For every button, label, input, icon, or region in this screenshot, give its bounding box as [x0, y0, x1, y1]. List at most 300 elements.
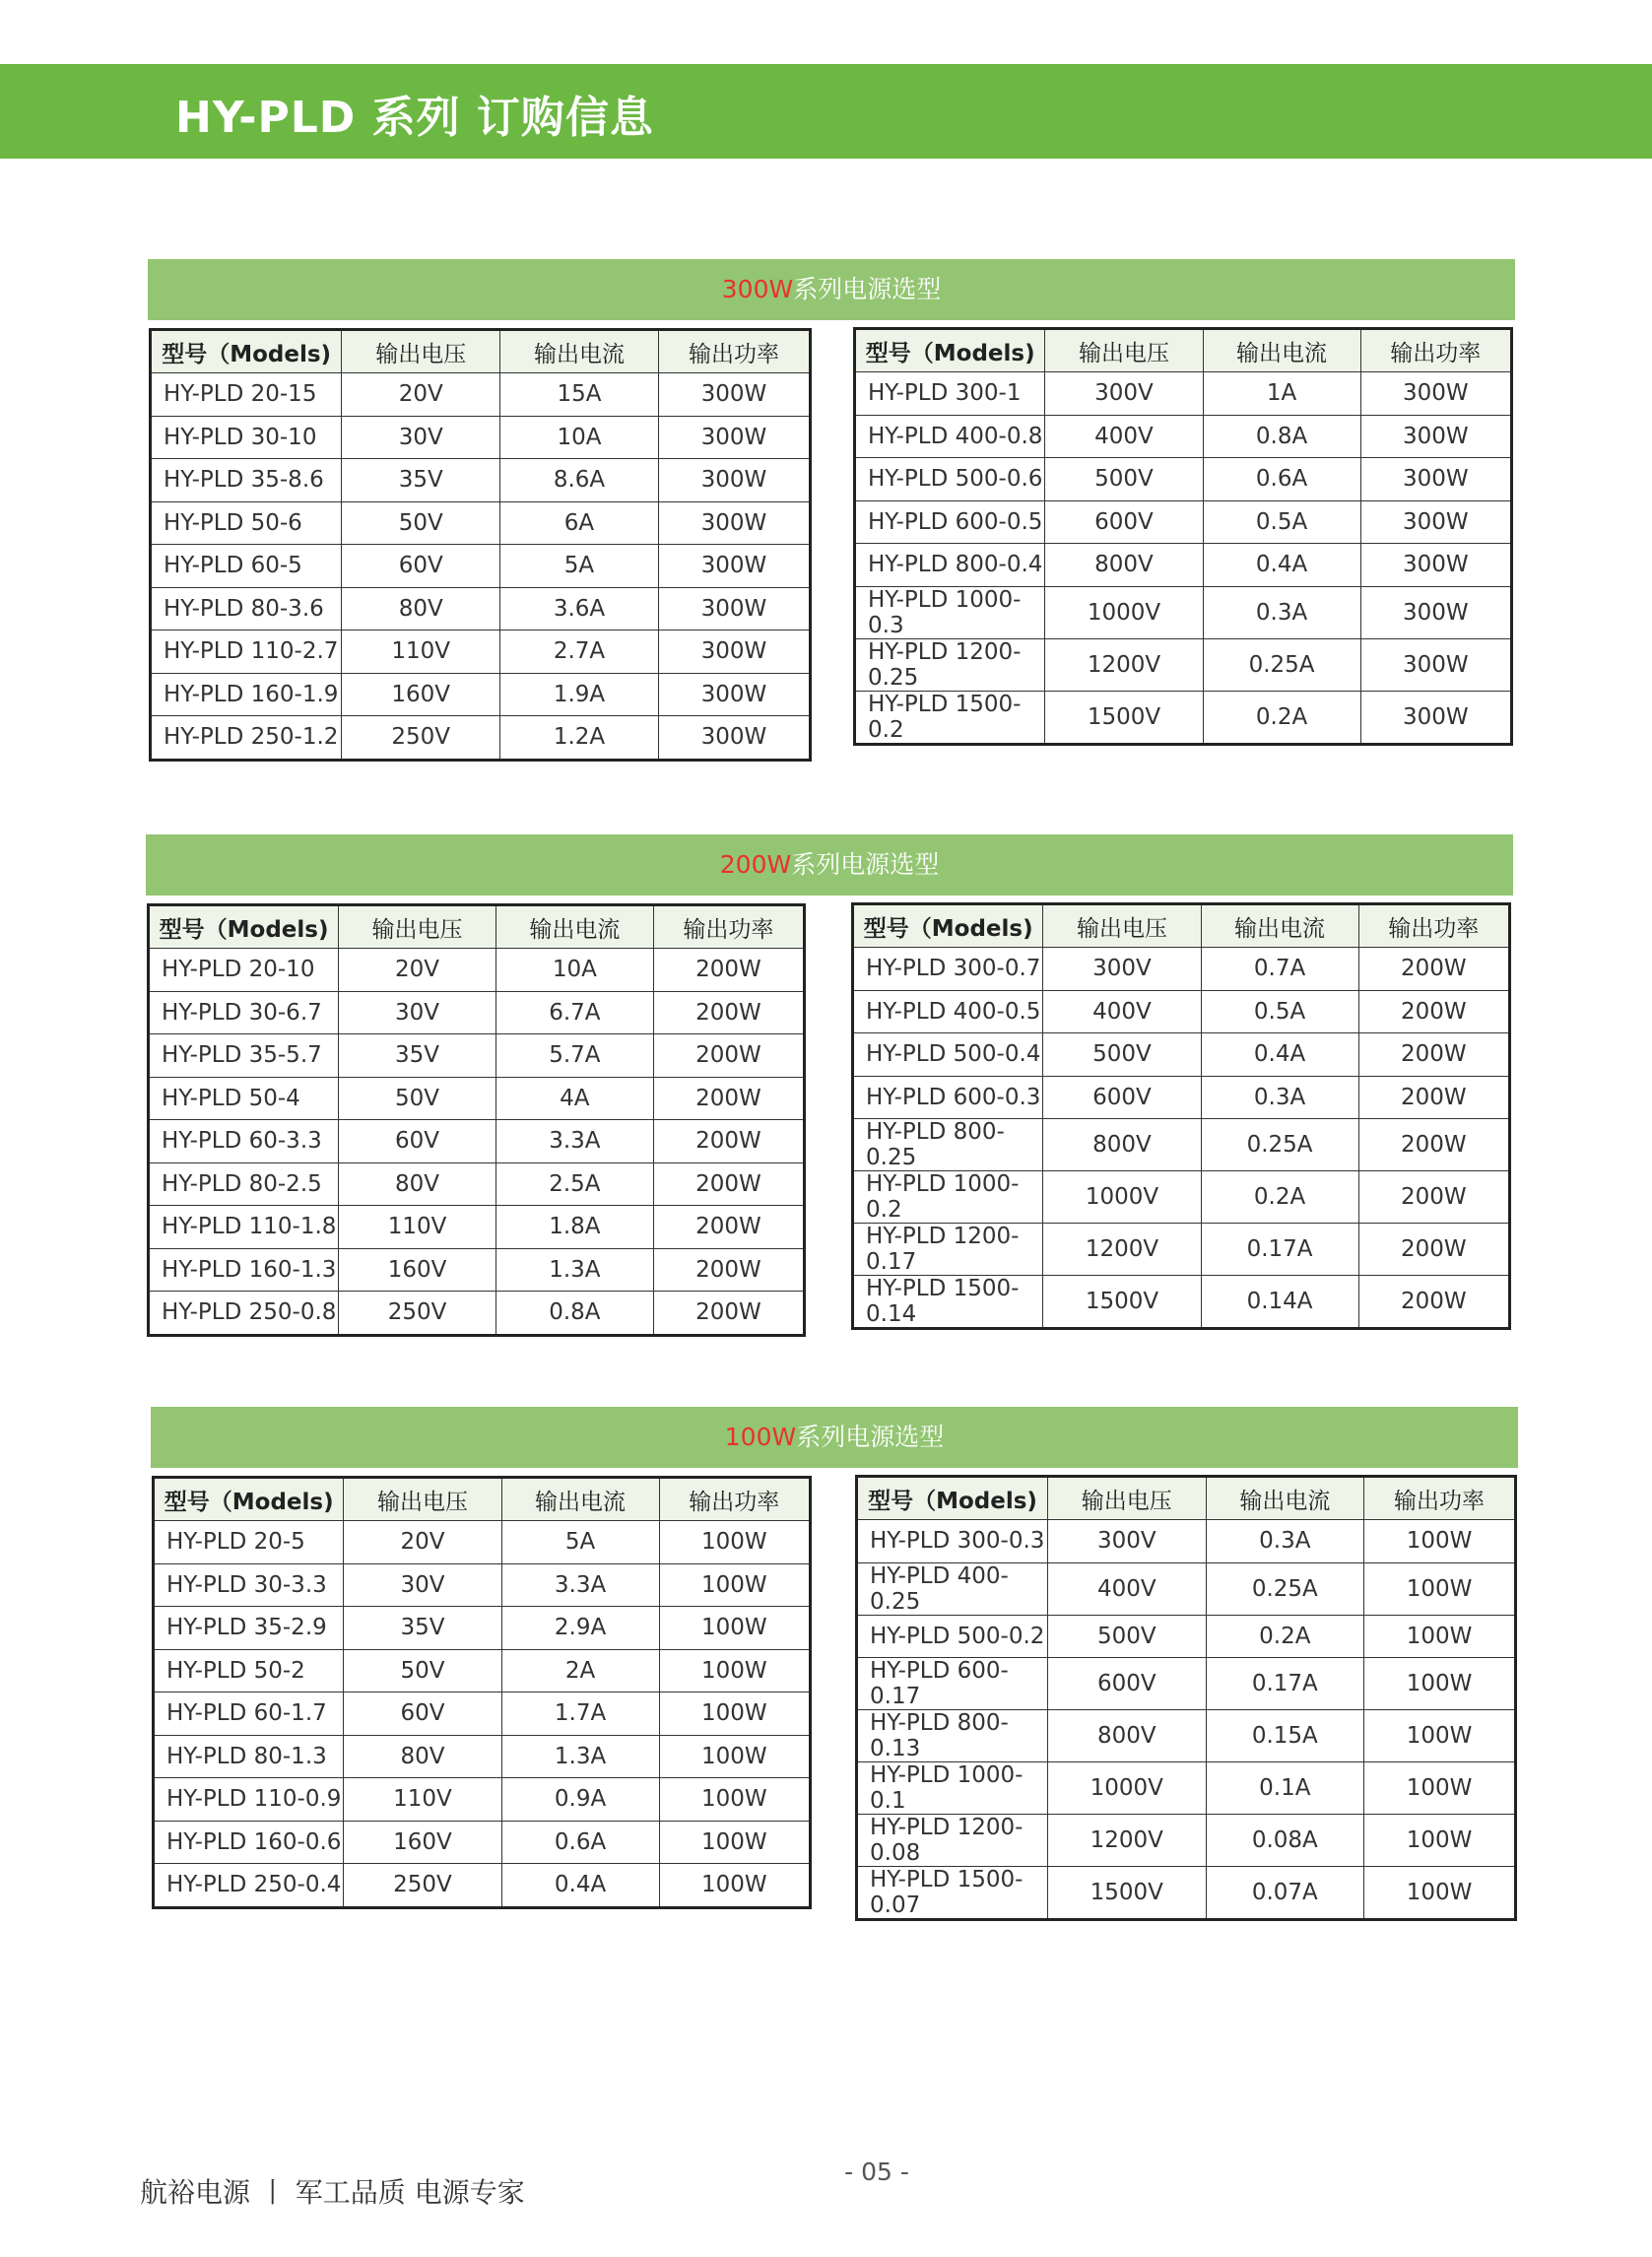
- power-cell: 100W: [1364, 1520, 1516, 1563]
- voltage-cell: 800V: [1048, 1710, 1207, 1762]
- table-row: [855, 691, 1512, 744]
- table-row: [154, 1778, 811, 1822]
- section-title-text: 系列电源选型: [793, 275, 942, 303]
- spec-table-100w-right: [855, 1475, 1517, 1921]
- model-cell: HY-PLD 1500-0.07: [857, 1867, 1048, 1920]
- voltage-cell: 50V: [344, 1649, 501, 1693]
- voltage-cell: 500V: [1045, 458, 1203, 501]
- current-cell: 0.4A: [1201, 1033, 1358, 1077]
- voltage-cell: 800V: [1045, 544, 1203, 587]
- power-cell: 100W: [1364, 1562, 1516, 1615]
- current-cell: 4A: [496, 1077, 653, 1120]
- section-title-100w: [151, 1407, 1518, 1468]
- current-cell: 0.2A: [1201, 1171, 1358, 1224]
- table-row: [853, 1119, 1510, 1171]
- power-cell: 300W: [658, 631, 810, 674]
- voltage-cell: 250V: [344, 1864, 501, 1908]
- power-cell: 100W: [659, 1649, 810, 1693]
- power-cell: 100W: [1364, 1658, 1516, 1710]
- model-cell: HY-PLD 1200-0.08: [857, 1815, 1048, 1867]
- current-cell: 1.2A: [500, 716, 659, 761]
- current-cell: 1A: [1203, 372, 1360, 416]
- voltage-cell: 35V: [339, 1034, 496, 1078]
- model-cell: HY-PLD 80-3.6: [151, 587, 342, 631]
- voltage-cell: 1200V: [1043, 1224, 1201, 1276]
- power-cell: 200W: [653, 991, 804, 1034]
- table-row: [149, 1206, 805, 1249]
- table-row: [857, 1815, 1516, 1867]
- table-row: [855, 500, 1512, 544]
- voltage-cell: 160V: [339, 1248, 496, 1292]
- voltage-cell: 110V: [344, 1778, 501, 1822]
- table-row: [151, 716, 811, 761]
- table-header-row: [149, 905, 805, 949]
- current-cell: 0.8A: [1203, 415, 1360, 458]
- power-cell: 300W: [658, 501, 810, 545]
- model-cell: HY-PLD 600-0.17: [857, 1658, 1048, 1710]
- voltage-cell: 800V: [1043, 1119, 1201, 1171]
- model-cell: HY-PLD 1500-0.14: [853, 1276, 1043, 1329]
- voltage-cell: 1500V: [1043, 1276, 1201, 1329]
- power-cell: 300W: [658, 373, 810, 417]
- power-cell: 300W: [658, 459, 810, 502]
- spec-table-300w-right: [853, 327, 1513, 746]
- power-cell: 100W: [659, 1735, 810, 1778]
- table-row: [855, 586, 1512, 638]
- model-cell: HY-PLD 110-0.9: [154, 1778, 344, 1822]
- power-cell: 300W: [658, 716, 810, 761]
- voltage-cell: 60V: [342, 545, 500, 588]
- column-header: 输出电压: [1043, 904, 1201, 948]
- model-cell: HY-PLD 300-0.3: [857, 1520, 1048, 1563]
- section-title-200w: [146, 834, 1513, 896]
- current-cell: 6A: [500, 501, 659, 545]
- power-cell: 300W: [1360, 691, 1511, 744]
- power-cell: 200W: [1358, 1076, 1509, 1119]
- current-cell: 5A: [501, 1521, 659, 1564]
- table-row: [853, 1276, 1510, 1329]
- power-cell: 100W: [1364, 1710, 1516, 1762]
- model-cell: HY-PLD 50-6: [151, 501, 342, 545]
- model-cell: HY-PLD 400-0.5: [853, 990, 1043, 1033]
- model-cell: HY-PLD 500-0.4: [853, 1033, 1043, 1077]
- column-header: 输出电压: [344, 1478, 501, 1521]
- table-row: [853, 1033, 1510, 1077]
- current-cell: 2A: [501, 1649, 659, 1693]
- table-row: [149, 991, 805, 1034]
- table-header-row: [855, 329, 1512, 372]
- current-cell: 3.6A: [500, 587, 659, 631]
- column-header: 输出电压: [1045, 329, 1203, 372]
- voltage-cell: 500V: [1048, 1615, 1207, 1658]
- current-cell: 0.3A: [1203, 586, 1360, 638]
- table-row: [149, 1248, 805, 1292]
- column-header: 输出电流: [1203, 329, 1360, 372]
- power-cell: 300W: [1360, 415, 1511, 458]
- voltage-cell: 400V: [1048, 1562, 1207, 1615]
- voltage-cell: 1000V: [1048, 1762, 1207, 1815]
- model-cell: HY-PLD 1000-0.1: [857, 1762, 1048, 1815]
- power-cell: 200W: [1358, 1033, 1509, 1077]
- column-header: 输出电压: [1048, 1477, 1207, 1520]
- page-title: HY-PLD 系列 订购信息: [175, 93, 654, 143]
- power-cell: 100W: [659, 1607, 810, 1650]
- current-cell: 0.25A: [1201, 1119, 1358, 1171]
- table-row: [855, 638, 1512, 691]
- model-cell: HY-PLD 250-0.4: [154, 1864, 344, 1908]
- current-cell: 0.6A: [1203, 458, 1360, 501]
- page-number: - 05 -: [844, 2157, 909, 2186]
- power-cell: 100W: [1364, 1815, 1516, 1867]
- table-row: [151, 631, 811, 674]
- power-cell: 300W: [1360, 458, 1511, 501]
- column-header: 输出电流: [501, 1478, 659, 1521]
- current-cell: 5.7A: [496, 1034, 653, 1078]
- table-row: [853, 1076, 1510, 1119]
- voltage-cell: 1000V: [1043, 1171, 1201, 1224]
- column-header: 输出功率: [659, 1478, 810, 1521]
- model-cell: HY-PLD 300-0.7: [853, 948, 1043, 991]
- voltage-cell: 20V: [339, 949, 496, 992]
- power-cell: 100W: [659, 1821, 810, 1864]
- table-row: [853, 990, 1510, 1033]
- spec-table-200w-right: [851, 902, 1511, 1330]
- table-row: [857, 1710, 1516, 1762]
- voltage-cell: 30V: [342, 416, 500, 459]
- current-cell: 0.1A: [1206, 1762, 1364, 1815]
- model-cell: HY-PLD 20-10: [149, 949, 339, 992]
- model-cell: HY-PLD 800-0.4: [855, 544, 1045, 587]
- voltage-cell: 400V: [1045, 415, 1203, 458]
- voltage-cell: 400V: [1043, 990, 1201, 1033]
- spec-table-200w-left: [147, 903, 806, 1337]
- power-cell: 200W: [653, 1162, 804, 1206]
- table-row: [151, 373, 811, 417]
- power-cell: 200W: [1358, 1276, 1509, 1329]
- column-header: 输出电流: [496, 905, 653, 949]
- table-row: [857, 1762, 1516, 1815]
- table-row: [151, 587, 811, 631]
- table-row: [857, 1867, 1516, 1920]
- model-cell: HY-PLD 35-8.6: [151, 459, 342, 502]
- current-cell: 1.3A: [496, 1248, 653, 1292]
- current-cell: 0.14A: [1201, 1276, 1358, 1329]
- model-cell: HY-PLD 500-0.6: [855, 458, 1045, 501]
- model-cell: HY-PLD 35-2.9: [154, 1607, 344, 1650]
- current-cell: 1.3A: [501, 1735, 659, 1778]
- voltage-cell: 20V: [342, 373, 500, 417]
- current-cell: 0.5A: [1203, 500, 1360, 544]
- power-cell: 300W: [658, 545, 810, 588]
- model-cell: HY-PLD 30-6.7: [149, 991, 339, 1034]
- model-cell: HY-PLD 600-0.3: [853, 1076, 1043, 1119]
- voltage-cell: 80V: [342, 587, 500, 631]
- table-row: [151, 416, 811, 459]
- model-cell: HY-PLD 800-0.13: [857, 1710, 1048, 1762]
- column-header: 型号（Models): [855, 329, 1045, 372]
- column-header: 输出功率: [658, 330, 810, 373]
- power-cell: 300W: [1360, 372, 1511, 416]
- power-cell: 100W: [659, 1864, 810, 1908]
- current-cell: 0.3A: [1206, 1520, 1364, 1563]
- table-row: [151, 545, 811, 588]
- table-row: [154, 1521, 811, 1564]
- model-cell: HY-PLD 50-4: [149, 1077, 339, 1120]
- current-cell: 0.3A: [1201, 1076, 1358, 1119]
- model-cell: HY-PLD 35-5.7: [149, 1034, 339, 1078]
- table-row: [151, 673, 811, 716]
- voltage-cell: 500V: [1043, 1033, 1201, 1077]
- current-cell: 0.2A: [1206, 1615, 1364, 1658]
- power-cell: 200W: [1358, 1171, 1509, 1224]
- power-cell: 100W: [1364, 1615, 1516, 1658]
- model-cell: HY-PLD 300-1: [855, 372, 1045, 416]
- current-cell: 0.4A: [1203, 544, 1360, 587]
- power-cell: 200W: [653, 1034, 804, 1078]
- table-row: [855, 415, 1512, 458]
- table-row: [151, 501, 811, 545]
- table-row: [853, 948, 1510, 991]
- power-cell: 300W: [658, 587, 810, 631]
- voltage-cell: 50V: [339, 1077, 496, 1120]
- power-cell: 200W: [1358, 1119, 1509, 1171]
- model-cell: HY-PLD 20-15: [151, 373, 342, 417]
- voltage-cell: 300V: [1043, 948, 1201, 991]
- table-row: [154, 1607, 811, 1650]
- model-cell: HY-PLD 110-1.8: [149, 1206, 339, 1249]
- model-cell: HY-PLD 160-1.3: [149, 1248, 339, 1292]
- table-row: [154, 1693, 811, 1736]
- table-row: [154, 1864, 811, 1908]
- column-header: 输出电流: [1201, 904, 1358, 948]
- current-cell: 0.8A: [496, 1292, 653, 1336]
- model-cell: HY-PLD 60-3.3: [149, 1120, 339, 1163]
- table-row: [154, 1563, 811, 1607]
- model-cell: HY-PLD 1200-0.17: [853, 1224, 1043, 1276]
- model-cell: HY-PLD 400-0.25: [857, 1562, 1048, 1615]
- table-row: [857, 1658, 1516, 1710]
- current-cell: 0.08A: [1206, 1815, 1364, 1867]
- column-header: 输出电压: [339, 905, 496, 949]
- current-cell: 2.5A: [496, 1162, 653, 1206]
- column-header: 输出功率: [1360, 329, 1511, 372]
- spec-table-100w-left: [152, 1476, 812, 1909]
- current-cell: 2.9A: [501, 1607, 659, 1650]
- power-cell: 100W: [659, 1693, 810, 1736]
- table-row: [154, 1735, 811, 1778]
- power-cell: 300W: [658, 416, 810, 459]
- model-cell: HY-PLD 250-1.2: [151, 716, 342, 761]
- voltage-cell: 1500V: [1048, 1867, 1207, 1920]
- table-header-row: [154, 1478, 811, 1521]
- current-cell: 0.17A: [1206, 1658, 1364, 1710]
- voltage-cell: 1000V: [1045, 586, 1203, 638]
- power-cell: 200W: [1358, 948, 1509, 991]
- current-cell: 0.7A: [1201, 948, 1358, 991]
- current-cell: 0.5A: [1201, 990, 1358, 1033]
- model-cell: HY-PLD 60-5: [151, 545, 342, 588]
- model-cell: HY-PLD 800-0.25: [853, 1119, 1043, 1171]
- voltage-cell: 20V: [344, 1521, 501, 1564]
- voltage-cell: 30V: [339, 991, 496, 1034]
- power-cell: 100W: [1364, 1867, 1516, 1920]
- voltage-cell: 110V: [339, 1206, 496, 1249]
- power-cell: 200W: [1358, 1224, 1509, 1276]
- column-header: 输出功率: [653, 905, 804, 949]
- column-header: 输出功率: [1364, 1477, 1516, 1520]
- power-cell: 200W: [653, 1206, 804, 1249]
- voltage-cell: 50V: [342, 501, 500, 545]
- voltage-cell: 1500V: [1045, 691, 1203, 744]
- table-row: [154, 1821, 811, 1864]
- table-row: [853, 1224, 1510, 1276]
- model-cell: HY-PLD 1500-0.2: [855, 691, 1045, 744]
- model-cell: HY-PLD 80-1.3: [154, 1735, 344, 1778]
- voltage-cell: 30V: [344, 1563, 501, 1607]
- table-row: [855, 458, 1512, 501]
- column-header: 型号（Models): [853, 904, 1043, 948]
- table-header-row: [853, 904, 1510, 948]
- model-cell: HY-PLD 1200-0.25: [855, 638, 1045, 691]
- voltage-cell: 35V: [342, 459, 500, 502]
- current-cell: 6.7A: [496, 991, 653, 1034]
- section-title-text: 系列电源选型: [796, 1423, 945, 1451]
- table-row: [154, 1649, 811, 1693]
- column-header: 型号（Models): [857, 1477, 1048, 1520]
- current-cell: 1.9A: [500, 673, 659, 716]
- model-cell: HY-PLD 30-10: [151, 416, 342, 459]
- model-cell: HY-PLD 500-0.2: [857, 1615, 1048, 1658]
- voltage-cell: 300V: [1048, 1520, 1207, 1563]
- table-row: [857, 1520, 1516, 1563]
- voltage-cell: 160V: [342, 673, 500, 716]
- section-power: 300W: [721, 275, 794, 303]
- current-cell: 2.7A: [500, 631, 659, 674]
- power-cell: 300W: [1360, 500, 1511, 544]
- current-cell: 0.25A: [1206, 1562, 1364, 1615]
- spec-table-300w-left: [149, 328, 812, 762]
- column-header: 输出电流: [500, 330, 659, 373]
- current-cell: 3.3A: [501, 1563, 659, 1607]
- footer-slogan: 航裕电源 丨 军工品质 电源专家: [140, 2176, 525, 2209]
- model-cell: HY-PLD 250-0.8: [149, 1292, 339, 1336]
- current-cell: 15A: [500, 373, 659, 417]
- column-header: 输出功率: [1358, 904, 1509, 948]
- voltage-cell: 160V: [344, 1821, 501, 1864]
- model-cell: HY-PLD 1000-0.3: [855, 586, 1045, 638]
- model-cell: HY-PLD 600-0.5: [855, 500, 1045, 544]
- table-row: [149, 1077, 805, 1120]
- current-cell: 1.7A: [501, 1693, 659, 1736]
- voltage-cell: 60V: [344, 1693, 501, 1736]
- power-cell: 300W: [1360, 544, 1511, 587]
- section-title-300w: [148, 259, 1515, 320]
- table-header-row: [857, 1477, 1516, 1520]
- voltage-cell: 60V: [339, 1120, 496, 1163]
- model-cell: HY-PLD 1000-0.2: [853, 1171, 1043, 1224]
- model-cell: HY-PLD 50-2: [154, 1649, 344, 1693]
- voltage-cell: 1200V: [1048, 1815, 1207, 1867]
- current-cell: 5A: [500, 545, 659, 588]
- table-row: [149, 1034, 805, 1078]
- power-cell: 200W: [653, 949, 804, 992]
- current-cell: 0.07A: [1206, 1867, 1364, 1920]
- power-cell: 200W: [653, 1077, 804, 1120]
- power-cell: 200W: [653, 1248, 804, 1292]
- current-cell: 1.8A: [496, 1206, 653, 1249]
- current-cell: 0.25A: [1203, 638, 1360, 691]
- power-cell: 100W: [1364, 1762, 1516, 1815]
- current-cell: 8.6A: [500, 459, 659, 502]
- page-header-banner: [0, 64, 1652, 159]
- table-row: [857, 1615, 1516, 1658]
- table-row: [151, 459, 811, 502]
- voltage-cell: 300V: [1045, 372, 1203, 416]
- voltage-cell: 110V: [342, 631, 500, 674]
- power-cell: 100W: [659, 1778, 810, 1822]
- table-row: [853, 1171, 1510, 1224]
- current-cell: 3.3A: [496, 1120, 653, 1163]
- power-cell: 100W: [659, 1521, 810, 1564]
- model-cell: HY-PLD 30-3.3: [154, 1563, 344, 1607]
- model-cell: HY-PLD 20-5: [154, 1521, 344, 1564]
- voltage-cell: 80V: [344, 1735, 501, 1778]
- current-cell: 0.9A: [501, 1778, 659, 1822]
- column-header: 输出电流: [1206, 1477, 1364, 1520]
- model-cell: HY-PLD 160-0.6: [154, 1821, 344, 1864]
- table-row: [149, 949, 805, 992]
- current-cell: 0.6A: [501, 1821, 659, 1864]
- column-header: 输出电压: [342, 330, 500, 373]
- table-row: [855, 372, 1512, 416]
- voltage-cell: 1200V: [1045, 638, 1203, 691]
- table-row: [149, 1162, 805, 1206]
- column-header: 型号（Models): [154, 1478, 344, 1521]
- power-cell: 200W: [653, 1292, 804, 1336]
- model-cell: HY-PLD 160-1.9: [151, 673, 342, 716]
- power-cell: 100W: [659, 1563, 810, 1607]
- voltage-cell: 250V: [342, 716, 500, 761]
- model-cell: HY-PLD 80-2.5: [149, 1162, 339, 1206]
- section-power: 200W: [719, 850, 792, 879]
- table-row: [149, 1120, 805, 1163]
- voltage-cell: 35V: [344, 1607, 501, 1650]
- power-cell: 300W: [1360, 638, 1511, 691]
- table-header-row: [151, 330, 811, 373]
- voltage-cell: 80V: [339, 1162, 496, 1206]
- current-cell: 0.4A: [501, 1864, 659, 1908]
- section-power: 100W: [724, 1423, 797, 1451]
- current-cell: 0.2A: [1203, 691, 1360, 744]
- current-cell: 10A: [500, 416, 659, 459]
- table-row: [855, 544, 1512, 587]
- power-cell: 200W: [653, 1120, 804, 1163]
- model-cell: HY-PLD 400-0.8: [855, 415, 1045, 458]
- voltage-cell: 600V: [1048, 1658, 1207, 1710]
- power-cell: 300W: [1360, 586, 1511, 638]
- voltage-cell: 250V: [339, 1292, 496, 1336]
- power-cell: 200W: [1358, 990, 1509, 1033]
- current-cell: 0.17A: [1201, 1224, 1358, 1276]
- current-cell: 0.15A: [1206, 1710, 1364, 1762]
- current-cell: 10A: [496, 949, 653, 992]
- voltage-cell: 600V: [1043, 1076, 1201, 1119]
- column-header: 型号（Models): [149, 905, 339, 949]
- model-cell: HY-PLD 60-1.7: [154, 1693, 344, 1736]
- column-header: 型号（Models): [151, 330, 342, 373]
- voltage-cell: 600V: [1045, 500, 1203, 544]
- table-row: [857, 1562, 1516, 1615]
